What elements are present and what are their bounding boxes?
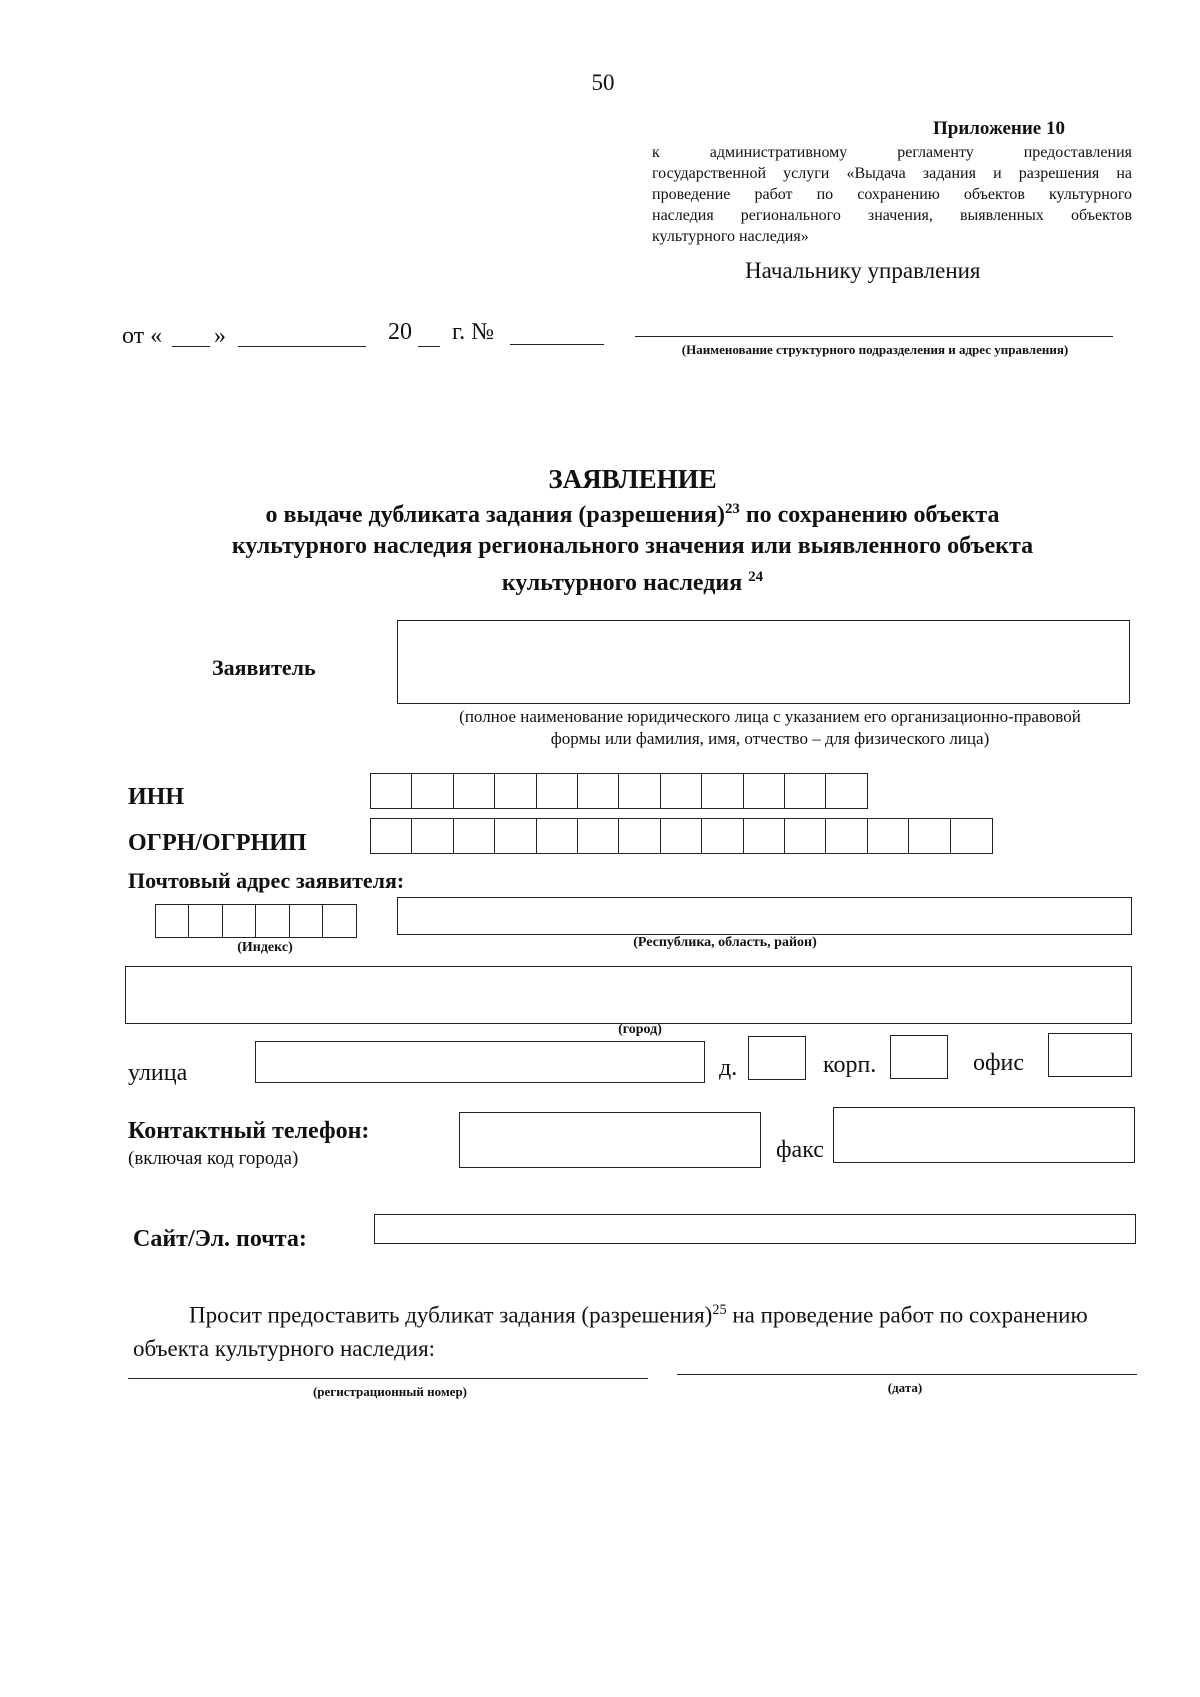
inn-digit-cell[interactable]	[701, 773, 744, 809]
inn-digit-cell[interactable]	[825, 773, 868, 809]
ogrn-field[interactable]	[370, 818, 991, 854]
contact-sublabel: (включая код города)	[128, 1148, 299, 1169]
date-day-field[interactable]	[172, 346, 210, 347]
ogrn-digit-cell[interactable]	[494, 818, 537, 854]
addressee-field[interactable]	[635, 336, 1113, 337]
index-digit-cell[interactable]	[322, 904, 357, 938]
fax-label: факс	[776, 1137, 824, 1163]
footnote-23: 23	[724, 501, 740, 517]
inn-digit-cell[interactable]	[370, 773, 413, 809]
applicant-label: Заявитель	[212, 655, 316, 680]
city-caption: (город)	[618, 1022, 662, 1037]
ogrn-digit-cell[interactable]	[453, 818, 496, 854]
building-label: корп.	[823, 1052, 877, 1078]
postal-label: Почтовый адрес заявителя:	[128, 868, 405, 893]
applicant-caption	[395, 706, 1145, 750]
ogrn-digit-cell[interactable]	[660, 818, 703, 854]
date-month-field[interactable]	[238, 346, 366, 347]
subtitle-line3: культурного наследия	[501, 570, 749, 596]
form-title: ЗАЯВЛЕНИЕ	[548, 464, 717, 494]
region-caption: (Республика, область, район)	[633, 935, 817, 950]
inn-digit-cell[interactable]	[577, 773, 620, 809]
site-label: Сайт/Эл. почта:	[133, 1226, 307, 1252]
subtitle-line1: о выдаче дубликата задания (разрешения)	[265, 502, 725, 528]
number-field[interactable]	[510, 344, 604, 345]
ogrn-digit-cell[interactable]	[825, 818, 868, 854]
region-field[interactable]	[397, 897, 1132, 935]
phone-field[interactable]	[459, 1112, 761, 1168]
ogrn-digit-cell[interactable]	[743, 818, 786, 854]
appendix-title: Приложение 10	[932, 118, 1065, 139]
street-field[interactable]	[255, 1041, 705, 1083]
index-digit-cell[interactable]	[222, 904, 257, 938]
fax-field[interactable]	[833, 1107, 1135, 1163]
appendix-text	[652, 142, 1132, 247]
subtitle-line2: культурного наследия регионального значения или выявленного объекта	[231, 533, 1034, 559]
date-field[interactable]	[677, 1374, 1137, 1375]
street-label: улица	[128, 1060, 188, 1086]
ogrn-digit-cell[interactable]	[701, 818, 744, 854]
date-ot: от «	[122, 323, 163, 349]
appendix-line1-k: к	[652, 144, 660, 161]
addressee-title: Начальнику управления	[745, 258, 981, 283]
inn-field[interactable]	[370, 773, 867, 809]
footnote-24: 24	[748, 569, 764, 585]
ogrn-digit-cell[interactable]	[908, 818, 951, 854]
appendix-line1-reg: регламенту	[897, 144, 974, 161]
index-caption: (Индекс)	[237, 940, 293, 955]
subtitle-line1-tail: по сохранению объекта	[739, 502, 1000, 528]
reg-number-caption: (регистрационный номер)	[312, 1384, 468, 1399]
inn-digit-cell[interactable]	[494, 773, 537, 809]
request-text	[133, 1294, 1153, 1365]
ogrn-label: ОГРН/ОГРНИП	[128, 830, 307, 856]
applicant-field[interactable]	[397, 620, 1130, 704]
house-label: д.	[719, 1055, 738, 1081]
ogrn-digit-cell[interactable]	[950, 818, 993, 854]
index-field[interactable]	[155, 904, 355, 938]
date-g-no: г. №	[452, 319, 495, 345]
inn-digit-cell[interactable]	[660, 773, 703, 809]
ogrn-digit-cell[interactable]	[411, 818, 454, 854]
reg-number-field[interactable]	[128, 1378, 648, 1379]
house-field[interactable]	[748, 1036, 806, 1080]
office-label: офис	[973, 1050, 1025, 1076]
office-field[interactable]	[1048, 1033, 1132, 1077]
inn-digit-cell[interactable]	[453, 773, 496, 809]
building-field[interactable]	[890, 1035, 948, 1079]
inn-digit-cell[interactable]	[411, 773, 454, 809]
date-year-field[interactable]	[418, 346, 440, 347]
ogrn-digit-cell[interactable]	[536, 818, 579, 854]
appendix-line1-admin: административному	[709, 144, 848, 161]
index-digit-cell[interactable]	[289, 904, 324, 938]
appendix-line4: наследия регионального значения, выявленных объектов	[652, 207, 1132, 224]
site-field[interactable]	[374, 1214, 1136, 1244]
inn-digit-cell[interactable]	[784, 773, 827, 809]
appendix-line1-provision: предоставления	[1023, 144, 1132, 161]
form-subtitle	[0, 494, 1200, 599]
index-digit-cell[interactable]	[188, 904, 223, 938]
inn-label: ИНН	[128, 784, 185, 810]
appendix-line5: культурного наследия»	[652, 228, 809, 245]
request-line2: объекта культурного наследия:	[133, 1335, 436, 1361]
applicant-caption-line2: формы или фамилия, имя, отчество – для физического лица)	[550, 729, 990, 748]
appendix-line2: государственной услуги «Выдача задания и разрешения на	[652, 165, 1132, 182]
contact-label: Контактный телефон:	[128, 1118, 370, 1144]
date-year-prefix: 20	[388, 319, 412, 345]
inn-digit-cell[interactable]	[743, 773, 786, 809]
request-line1-a: Просит предоставить дубликат задания (разрешения)	[189, 1302, 713, 1328]
ogrn-digit-cell[interactable]	[577, 818, 620, 854]
page-number: 50	[591, 70, 615, 95]
applicant-caption-line1: (полное наименование юридического лица с указанием его организационно-правовой	[459, 707, 1081, 726]
date-caption: (дата)	[887, 1380, 923, 1395]
index-digit-cell[interactable]	[155, 904, 190, 938]
index-digit-cell[interactable]	[255, 904, 290, 938]
ogrn-digit-cell[interactable]	[784, 818, 827, 854]
footnote-25: 25	[712, 1302, 727, 1318]
inn-digit-cell[interactable]	[618, 773, 661, 809]
request-line1-b: на проведение работ по сохранению	[726, 1302, 1088, 1328]
date-close-quote: »	[214, 323, 226, 349]
appendix-line3: проведение работ по сохранению объектов культурного	[652, 186, 1132, 203]
addressee-caption: (Наименование структурного подразделения и адрес управления)	[681, 342, 1069, 357]
ogrn-digit-cell[interactable]	[867, 818, 910, 854]
city-field[interactable]	[125, 966, 1132, 1024]
ogrn-digit-cell[interactable]	[618, 818, 661, 854]
inn-digit-cell[interactable]	[536, 773, 579, 809]
ogrn-digit-cell[interactable]	[370, 818, 413, 854]
